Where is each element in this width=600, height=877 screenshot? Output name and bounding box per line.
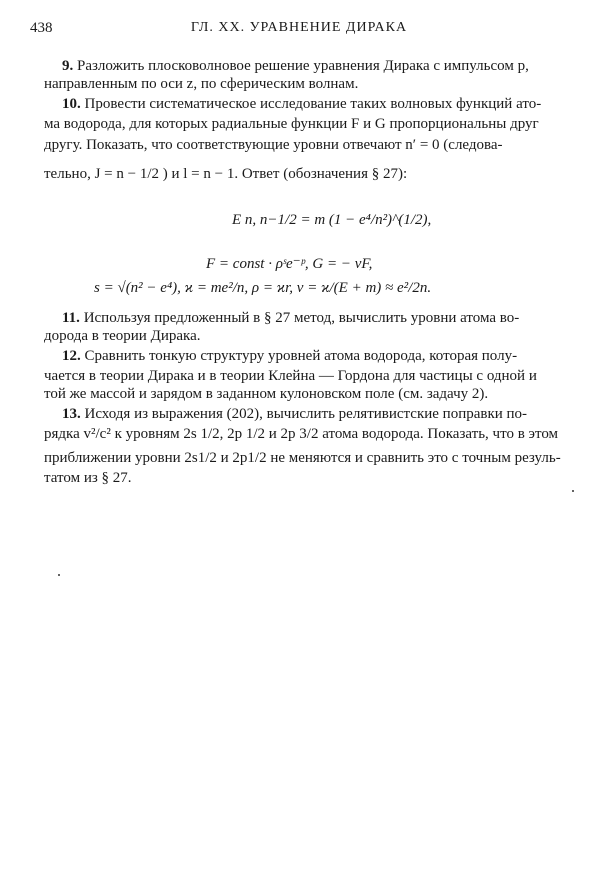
problem-11-number: 11. [62,310,80,326]
print-speck [58,574,60,576]
problem-13-number: 13. [62,406,81,422]
problem-10-text-1: Провести систематическое исследование таких волновых функций ато- [84,96,542,112]
problem-13-line-1 [62,406,527,423]
problem-12-line-1 [62,348,517,365]
problem-9-text-1: Разложить плосковолновое решение уравнения Дирака с импульсом p, [77,58,529,74]
problem-10-number: 10. [62,96,81,112]
problem-12-number: 12. [62,348,81,364]
problem-12-line-3: той же массой и зарядом в заданном кулоновском поле (см. задачу 2). [44,386,489,402]
running-title: ГЛ. XX. УРАВНЕНИЕ ДИРАКА [190,20,408,35]
problem-13-line-2: рядка v²/c² к уровням 2s 1/2, 2p 1/2 и 2p 3/2 атома водорода. Показать, что в этом [44,426,559,442]
formula-parameters: s = √(n² − e⁴), ϰ = me²/n, ρ = ϰr, ν = ϰ/(E + m) ≈ e²/2n. [94,280,432,296]
problem-12-line-2: чается в теории Дирака и в теории Клейна — Гордона для частицы с одной и [44,368,537,384]
problem-13-text-1: Исходя из выражения (202), вычислить релятивистские поправки по- [84,406,528,422]
problem-12-text-1: Сравнить тонкую структуру уровней атома водорода, которая полу- [84,348,518,364]
formula-energy-level: E n, n−1/2 = m (1 − e⁴/n²)^(1/2), [232,212,432,228]
problem-13-line-4: татом из § 27. [44,470,132,486]
problem-10-line-3: другу. Показать, что соответствующие уровни отвечают n′ = 0 (следова- [44,137,503,153]
problem-10-line-2: ма водорода, для которых радиальные функции F и G пропорциональны друг [44,116,539,132]
page-number: 438 [30,20,53,36]
problem-10-line-1 [62,96,541,113]
problem-11-text-1: Используя предложенный в § 27 метод, вычислить уровни атома во- [83,310,520,326]
problem-11-line-2: дорода в теории Дирака. [44,328,201,344]
problem-11-line-1 [62,310,519,327]
problem-10-line-4: тельно, J = n − 1/2 ) и l = n − 1. Ответ (обозначения § 27): [44,166,408,182]
print-speck [572,490,574,492]
page-header [30,20,568,40]
problem-13-line-3: приближении уровни 2s1/2 и 2p1/2 не меняются и сравнить это с точным резуль- [44,450,561,466]
formula-radial-functions: F = const · ρˢe⁻ᵖ, G = − νF, [206,256,373,272]
problem-9-line-1 [62,58,529,75]
problem-9-line-2: направленным по оси z, по сферическим волнам. [44,76,359,92]
problem-9-number: 9. [62,58,74,74]
